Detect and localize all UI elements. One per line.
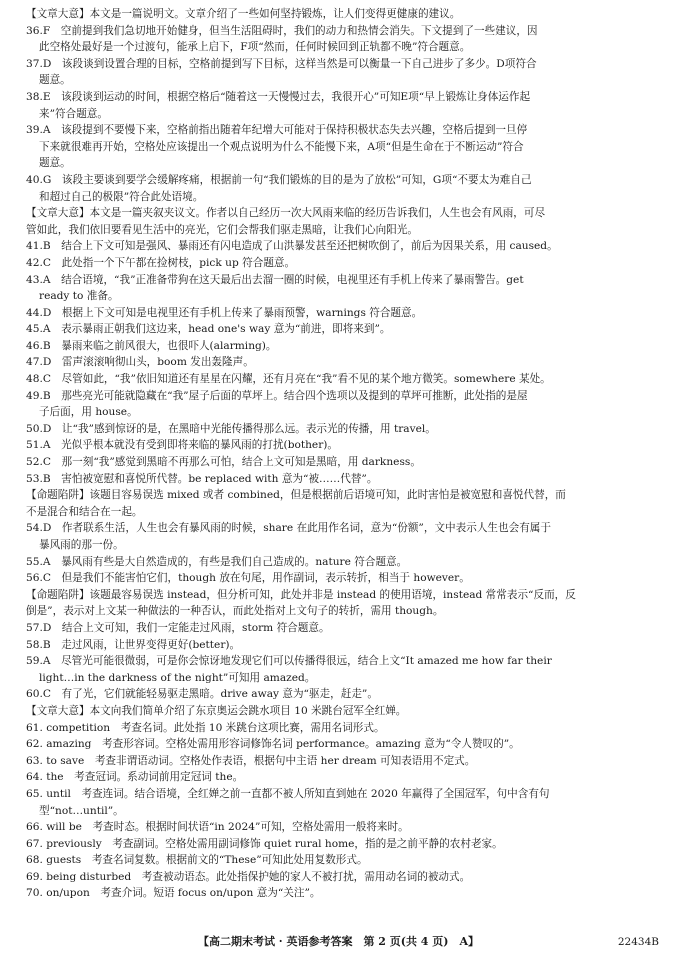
text-line: 【文章大意】本文是一篇说明文。文章介绍了一些如何坚持锻炼，让人们变得更健康的建议。 xyxy=(26,8,461,20)
text-line: 62. amazing 考查形容词。空格处需用形容词修饰名词 performance。amazing 意为“令人赞叹的”。 xyxy=(26,738,520,751)
text-line: 48.C 尽管如此，“我”依旧知道还有星星在闪耀，还有月亮在“我”看不见的某个地方微笑。somewhere 某处。 xyxy=(26,373,551,386)
text-line: 59.A 尽管光可能很微弱，可是你会惊讶地发现它们可以传播得很远，结合上文“It amazed me how far their xyxy=(26,655,552,668)
text-line: 51.A 光似乎根本就没有受到即将来临的暴风雨的打扰(bother)。 xyxy=(26,439,338,452)
text-line: 57.D 结合上文可知，我们一定能走过风雨，storm 符合题意。 xyxy=(26,621,330,634)
text-line: 70. on/upon 考查介词。短语 focus on/upon 意为“关注”。 xyxy=(26,887,321,900)
text-line: 60.C 有了光，它们就能轻易驱走黑暗。drive away 意为“驱走，赶走”。 xyxy=(26,688,378,701)
text-line: 此空格处最好是一个过渡句，能承上启下，F项“然而，任何时候回到正轨都不晚”符合题意。 xyxy=(39,41,471,54)
text-line: 52.C 那一刻“我”感觉到黑暗不再那么可怕，结合上文可知是黑暗，用 darkness。 xyxy=(26,456,421,469)
text-line: 43.A 结合语境，“我”正准备带狗在这天最后出去溜一圈的时候，电视里还有手机上传来了暴雨警告。get xyxy=(26,273,524,286)
text-line: ready to 准备。 xyxy=(39,290,119,303)
text-line: 【文章大意】本文向我们简单介绍了东京奥运会跳水项目 10 米跳台冠军全红婵。 xyxy=(26,704,407,717)
text-line: 58.B 走过风雨，让世界变得更好(better)。 xyxy=(26,638,241,651)
text-line: 41.B 结合上下文可知是强风、暴雨还有闪电造成了山洪暴发甚至还把树吹倒了，前后为因果关系，用 caused。 xyxy=(26,240,558,253)
text-line: 不是混合和结合在一起。 xyxy=(26,505,143,518)
text-line: 61. competition 考查名词。此处指 10 米跳台这项比赛，需用名词形式。 xyxy=(26,721,385,734)
text-line: 54.D 作者联系生活，人生也会有暴风雨的时候，share 在此用作名词，意为“份额”，文中表示人生也会有属于 xyxy=(26,522,551,535)
text-line: 36.F 空前提到我们急切地开始健身，但当生活阻碍时，我们的动力和热情会消失。下文提到了一些建议，因 xyxy=(26,24,538,37)
page-footer xyxy=(0,932,677,952)
text-line: 45.A 表示暴雨正朝我们这边来，head one's way 意为“前进，即将来到”。 xyxy=(26,323,391,336)
text-line: 53.B 害怕被宽慰和喜悦所代替。be replaced with 意为“被……代替”。 xyxy=(26,472,378,485)
answer-key-page xyxy=(26,6,666,902)
text-line: 【命题陷阱】该题最容易误选 instead，但分析可知，此处并非是 instead 的使用语境，instead 常常表示“反而，反 xyxy=(26,588,576,601)
text-line: 39.A 该段提到不要慢下来，空格前指出随着年纪增大可能对于保持积极状态失去兴趣，空格后提到一旦停 xyxy=(26,124,528,137)
text-line: 66. will be 考查时态。根据时间状语“in 2024”可知，空格处需用一般将来时。 xyxy=(26,821,409,834)
text-line: 68. guests 考查名词复数。根据前文的“These”可知此处用复数形式。 xyxy=(26,854,368,867)
text-line: light…in the darkness of the night”可知用 amazed。 xyxy=(39,671,316,684)
text-line: 型“not…until”。 xyxy=(39,804,124,817)
text-line: 暴风雨的那一份。 xyxy=(39,539,124,551)
text-line: 38.E 该段谈到运动的时间，根据空格后“随着这一天慢慢过去，我很开心”可知E项“早上锻炼让身体运作起 xyxy=(26,90,531,103)
text-line: 42.C 此处指一个下午都在捡树枝，pick up 符合题意。 xyxy=(26,256,296,269)
text-line: 55.A 暴风雨有些是大自然造成的，有些是我们自己造成的。nature 符合题意。 xyxy=(26,555,408,568)
text-line: 67. previously 考查副词。空格处需用副词修饰 quiet rural home，指的是之前平静的农村老家。 xyxy=(26,837,503,850)
text-line: 44.D 根据上下文可知是电视里还有手机上传来了暴雨预警，warnings 符合题意。 xyxy=(26,306,423,319)
text-line: 下来就很难再开始，空格处应该提出一个观点说明为什么不能慢下来，A项“但是生命在于不断运动”符合 xyxy=(39,140,524,153)
text-line: 69. being disturbed 考查被动语态。此处指保护她的家人不被打扰，需用动名词的被动式。 xyxy=(26,870,471,883)
text-line: 50.D 让“我”感到惊讶的是，在黑暗中光能传播得那么远。表示光的传播，用 travel。 xyxy=(26,422,436,435)
text-line: 49.B 那些亮光可能就隐藏在“我”屋子后面的草坪上。结合四个选项以及提到的草坪可推断，此处指的是屋 xyxy=(26,389,528,402)
text-line: 64. the 考查冠词。系动词前用定冠词 the。 xyxy=(26,771,244,784)
text-line: 管如此，我们依旧要看见生活中的亮光，它们会帮我们驱走黑暗，让我们心向阳光。 xyxy=(26,223,418,236)
text-line: 题意。 xyxy=(39,157,71,170)
footer-title: 【高二期末考试 · 英语参考答案 第 2 页(共 4 页) A】 xyxy=(197,935,480,948)
text-line: 63. to save 考查非谓语动词。空格处作表语，根据句中主语 her dream 可知表语用不定式。 xyxy=(26,754,476,767)
text-line: 37.D 该段谈到设置合理的目标，空格前提到写下目标，这样当然是可以衡量一下自己进步了多少。D项符合 xyxy=(26,57,537,70)
text-line: 56.C 但是我们不能害怕它们，though 放在句尾，用作副词，表示转折，相当于 however。 xyxy=(26,572,470,585)
footer-code: 22434B xyxy=(617,936,659,948)
text-line: 40.G 该段主要谈到要学会缓解疼痛，根据前一句“我们锻炼的目的是为了放松”可知，G项“不要太为难自己 xyxy=(26,173,532,186)
text-line: 来”符合题意。 xyxy=(39,107,108,120)
text-line: 【命题陷阱】该题目容易误选 mixed 或者 combined，但是根据前后语境可知，此时害怕是被宽慰和喜悦代替，而 xyxy=(26,489,566,502)
text-line: 47.D 雷声滚滚响彻山头，boom 发出轰隆声。 xyxy=(26,356,254,369)
text-line: 题意。 xyxy=(39,74,71,87)
text-line: 倒是”，表示对上文某一种做法的一种否认，而此处指对上文句子的转折，需用 though。 xyxy=(26,605,444,618)
text-line: 65. until 考查连词。结合语境，全红婵之前一直都不被人所知直到她在 2020 年赢得了全国冠军，句中含有句 xyxy=(26,787,550,800)
text-line: 和超过自己的极限”符合此处语境。 xyxy=(39,190,204,203)
text-line: 46.B 暴雨来临之前风很大，也很吓人(alarming)。 xyxy=(26,339,277,352)
text-line: 【文章大意】本文是一篇夹叙夹议文。作者以自己经历一次大风雨来临的经历告诉我们，人生也会有风雨，可尽 xyxy=(26,207,546,220)
text-line: 子后面，用 house。 xyxy=(39,406,138,419)
